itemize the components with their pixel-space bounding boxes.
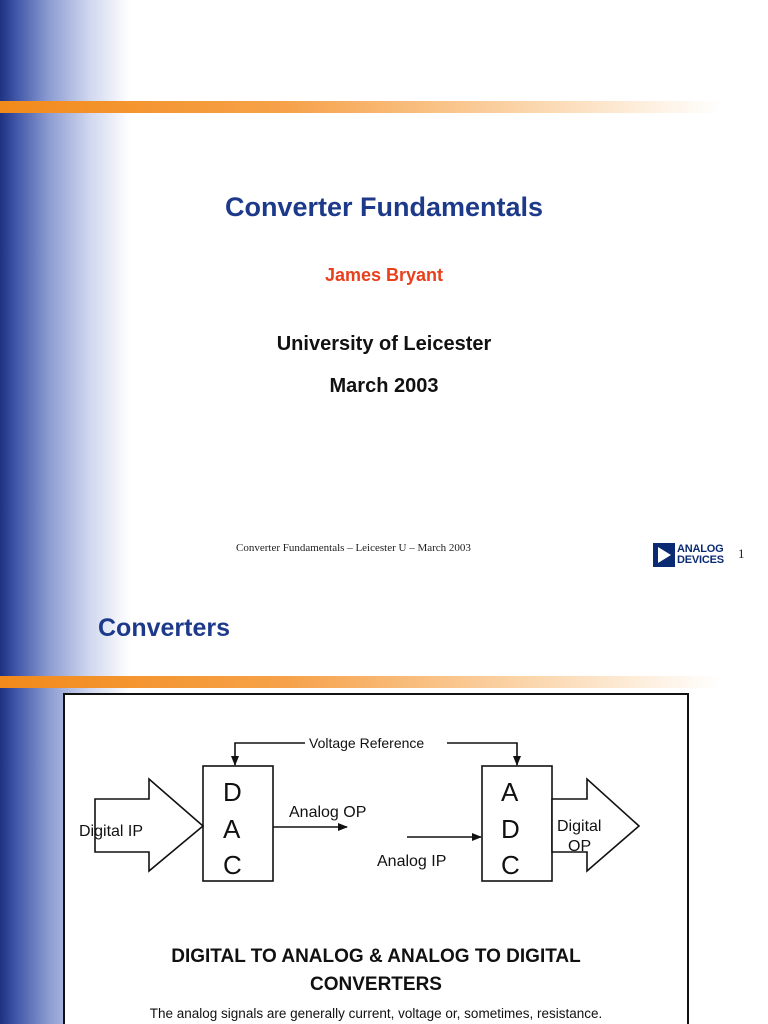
author-name: James Bryant — [324, 265, 444, 285]
logo-wordmark — [677, 544, 724, 566]
adc-letter-3: C — [501, 850, 520, 880]
dac-letter-3: C — [223, 850, 242, 880]
page-number: 1 — [738, 546, 745, 561]
dac-letter-1: D — [223, 777, 242, 807]
presentation-date: March 2003 — [329, 375, 439, 397]
logo-line-2: DEVICES — [677, 554, 724, 566]
caption-line-2: CONVERTERS — [310, 974, 442, 995]
logo-line-1: ANALOG — [677, 543, 724, 555]
analog-devices-triangle-icon — [653, 543, 675, 567]
digital-op-label-line1: Digital — [557, 818, 602, 835]
digital-ip-label: Digital IP — [79, 823, 144, 840]
diagram-note: The analog signals are generally current, voltage or, sometimes, resistance. — [149, 1006, 603, 1021]
diagram-caption — [65, 943, 687, 999]
analog-ip-label: Analog IP — [377, 853, 447, 870]
voltage-reference-line-left — [235, 743, 305, 765]
adc-letter-2: D — [501, 814, 520, 844]
converters-slide — [0, 576, 768, 1024]
analog-op-label: Analog OP — [289, 804, 367, 821]
analog-devices-logo — [653, 543, 733, 569]
caption-line-1: DIGITAL TO ANALOG & ANALOG TO DIGITAL — [171, 946, 581, 967]
affiliation: University of Leicester — [276, 333, 492, 355]
adc-letter-1: A — [501, 777, 519, 807]
slide-title: Converter Fundamentals — [224, 192, 544, 222]
dac-letter-2: A — [223, 814, 241, 844]
voltage-reference-line-right — [447, 743, 517, 765]
header-accent-bar — [0, 676, 720, 688]
digital-op-label-line2: OP — [568, 838, 592, 855]
header-accent-bar — [0, 101, 720, 113]
converter-diagram-box — [63, 693, 689, 1024]
sidebar-gradient — [0, 0, 130, 576]
slide-footer: Converter Fundamentals – Leicester U – March 2003 — [236, 542, 471, 554]
slide-title: Converters — [98, 614, 230, 642]
voltage-reference-label: Voltage Reference — [309, 735, 425, 751]
